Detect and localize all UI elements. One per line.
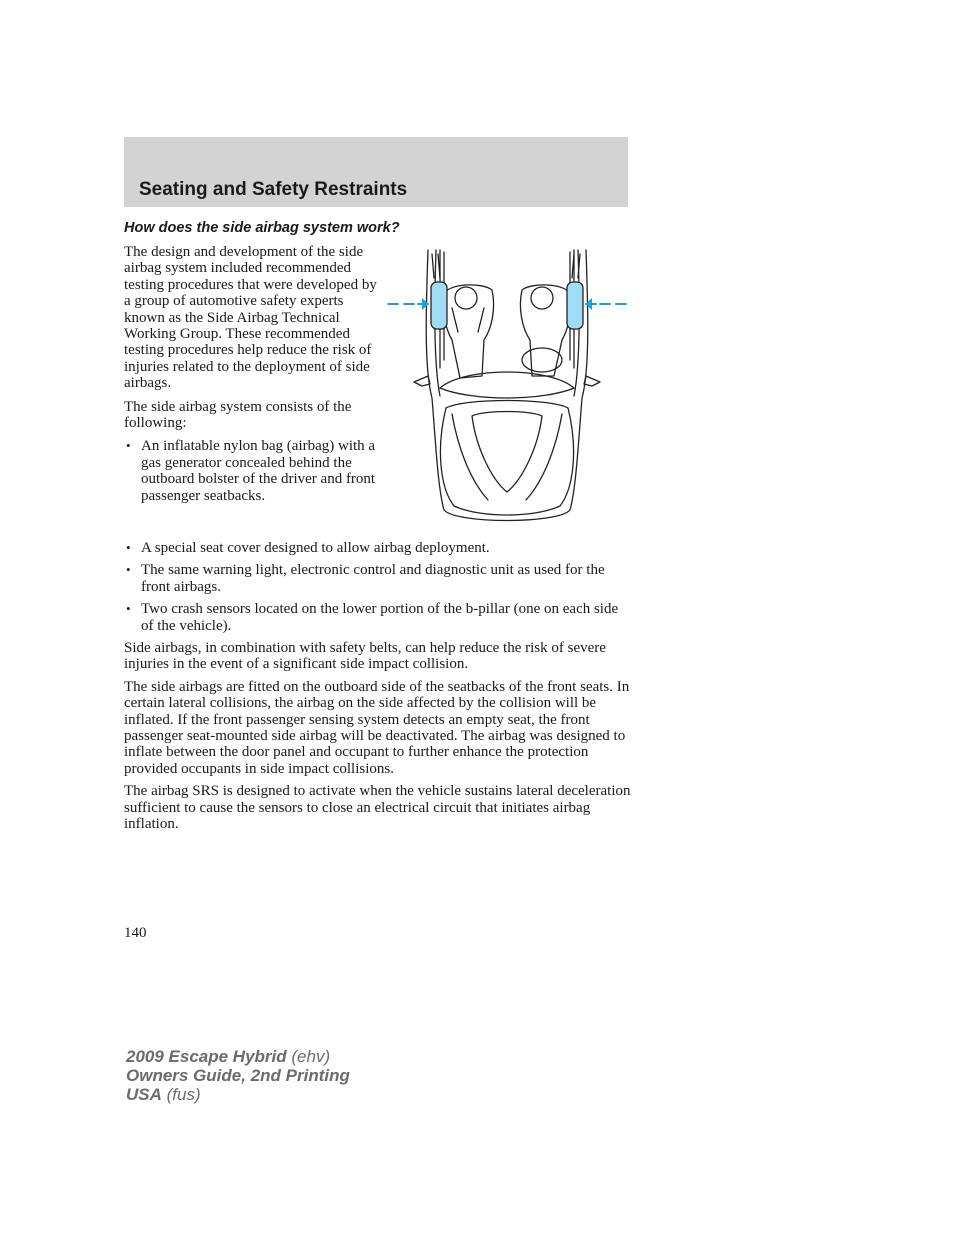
body-paragraph: Side airbags, in combination with safety belts, can help reduce the risk of severe injuries in the event of a significant side impact collision. bbox=[124, 640, 606, 673]
footer-model-name: 2009 Escape Hybrid bbox=[126, 1047, 287, 1066]
document-footer bbox=[126, 1047, 350, 1104]
side-airbag-diagram bbox=[384, 248, 630, 528]
driver-head bbox=[531, 287, 553, 309]
section-title: Seating and Safety Restraints bbox=[139, 179, 408, 200]
footer-market-name: USA bbox=[126, 1085, 162, 1104]
section-header-band bbox=[124, 137, 628, 207]
bullet-item bbox=[124, 540, 634, 556]
bullet-marker: • bbox=[126, 601, 131, 617]
mirror-right bbox=[584, 376, 600, 386]
bullet-item bbox=[124, 601, 634, 634]
footer-line-model bbox=[126, 1047, 350, 1066]
footer-line-printing: Owners Guide, 2nd Printing bbox=[126, 1066, 350, 1085]
bullet-item bbox=[124, 562, 634, 595]
impact-arrow-right bbox=[585, 298, 626, 310]
hood-line-left bbox=[452, 414, 488, 500]
impact-arrow-left bbox=[388, 298, 429, 310]
bullet-marker: • bbox=[126, 540, 131, 555]
airbag-left bbox=[431, 282, 447, 329]
passenger-arm bbox=[452, 308, 484, 332]
bullet-text: A special seat cover designed to allow airbag deployment. bbox=[141, 540, 490, 556]
bullet-marker: • bbox=[126, 562, 131, 578]
intro-paragraph: The design and development of the side airbag system included recommended testing procedures that were developed by a group of automotive safety experts known as the Side Airbag Technical Working Group. These recommended testing procedures help reduce the risk of injuries related to the deployment of side airbags. bbox=[124, 244, 377, 392]
bullet-marker: • bbox=[126, 438, 131, 454]
passenger-body bbox=[444, 285, 494, 378]
driver-body bbox=[520, 285, 570, 376]
passenger-head bbox=[455, 287, 477, 309]
hood-outline bbox=[440, 401, 573, 516]
bullet-text: The same warning light, electronic control and diagnostic unit as used for the front airbags. bbox=[141, 562, 605, 595]
body-paragraph: The side airbags are fitted on the outboard side of the seatbacks of the front seats. In certain lateral collisions, the airbag on the side affected by the collision will be inflated. If the front passenger sensing system detects an empty seat, the front passenger seat-mounted side airbag will be deactivated. The airbag was designed to inflate between the door panel and occupant to further enhance the protection provided occupants in side impact collisions. bbox=[124, 678, 630, 777]
mirror-left bbox=[414, 376, 430, 386]
subheading: How does the side airbag system work? bbox=[124, 220, 400, 236]
car-inner-outline bbox=[435, 250, 579, 396]
footer-line-market bbox=[126, 1085, 350, 1104]
bullet-text: An inflatable nylon bag (airbag) with a gas generator concealed behind the outboard bolster of the driver and front passenger seatbacks. bbox=[141, 438, 376, 504]
footer-market-code: (fus) bbox=[161, 1085, 201, 1104]
car-body-outline bbox=[426, 250, 588, 521]
airbag-right bbox=[567, 282, 583, 329]
intro-paragraph: The side airbag system consists of the following: bbox=[124, 398, 352, 432]
page-number: 140 bbox=[124, 925, 147, 941]
hood-line-right bbox=[526, 414, 562, 500]
bullet-text: Two crash sensors located on the lower portion of the b-pillar (one on each side of the vehicle). bbox=[141, 601, 619, 634]
bullet-item bbox=[124, 438, 384, 504]
steering-wheel bbox=[522, 348, 562, 372]
full-width-column bbox=[124, 540, 634, 839]
body-paragraph: The airbag SRS is designed to activate when the vehicle sustains lateral deceleration sufficient to cause the sensors to close an electrical circuit that initiates airbag inflation. bbox=[124, 783, 631, 833]
hood-crease bbox=[472, 412, 542, 493]
intro-column bbox=[124, 244, 384, 510]
bullet-list bbox=[124, 438, 384, 504]
bullet-list bbox=[124, 540, 634, 634]
footer-model-code: (ehv) bbox=[286, 1047, 331, 1066]
